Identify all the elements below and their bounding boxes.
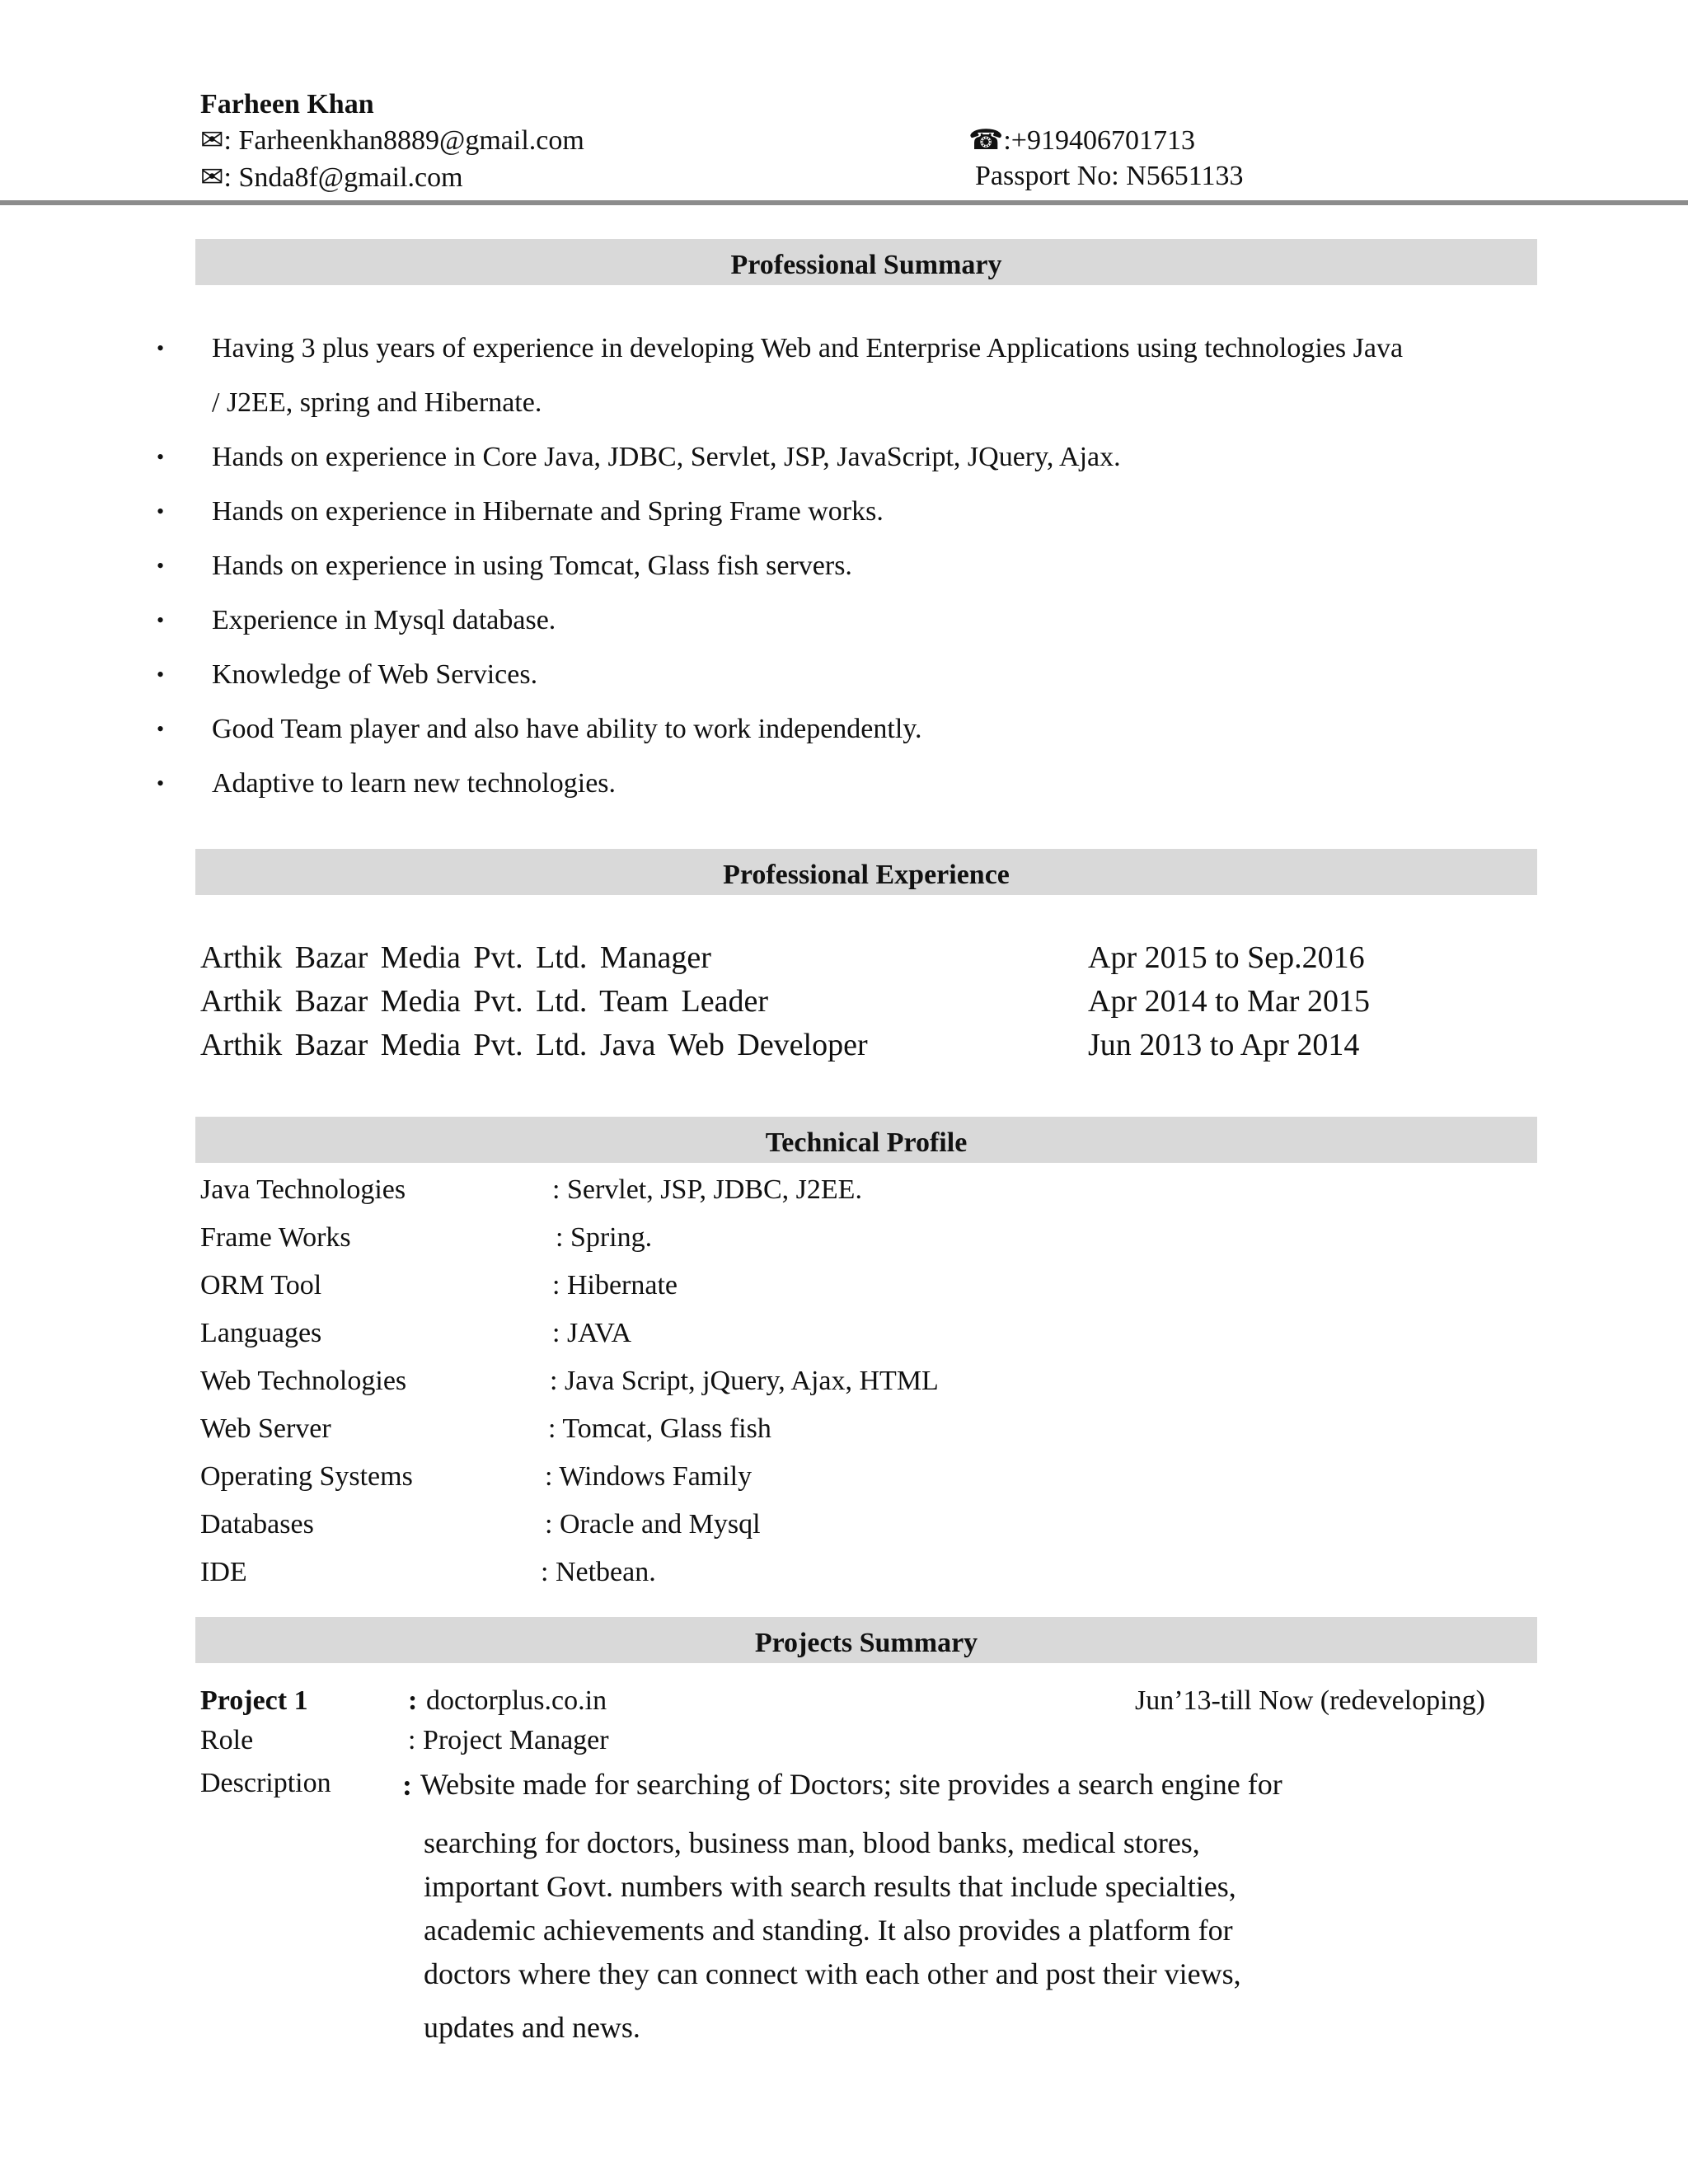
bullet-icon: • — [157, 499, 165, 523]
project-colon: : — [408, 1685, 418, 1716]
bullet-icon: • — [157, 771, 165, 795]
envelope-icon: ✉ — [200, 125, 224, 156]
phone — [968, 124, 1195, 157]
section-heading-experience: Professional Experience — [195, 849, 1537, 895]
tech-label: Frame Works — [200, 1222, 351, 1253]
project-name: doctorplus.co.in — [426, 1685, 607, 1716]
list-item: • Hands on experience in Core Java, JDBC, Servlet, JSP, JavaScript, JQuery, Ajax. — [157, 430, 1525, 485]
project-label: Project 1 — [200, 1685, 308, 1716]
experience-title: Arthik Bazar Media Pvt. Ltd. Team Leader — [200, 984, 768, 1019]
project-dates: Jun’13-till Now (redeveloping) — [1135, 1685, 1485, 1716]
tech-value: : Oracle and Mysql — [545, 1509, 761, 1540]
tech-value: : Netbean. — [541, 1557, 656, 1587]
description-text — [424, 1821, 1429, 2050]
header-divider — [0, 200, 1688, 205]
phone-icon: ☎ — [968, 125, 1004, 156]
list-item: • Hands on experience in using Tomcat, Glass fish servers. — [157, 539, 1525, 593]
list-item: • Hands on experience in Hibernate and Spring Frame works. — [157, 485, 1525, 539]
tech-label: ORM Tool — [200, 1270, 322, 1301]
section-heading-technical: Technical Profile — [195, 1117, 1537, 1163]
experience-title: Arthik Bazar Media Pvt. Ltd. Java Web Developer — [200, 1028, 868, 1062]
section-heading-projects: Projects Summary — [195, 1617, 1537, 1663]
list-item: • Knowledge of Web Services. — [157, 648, 1525, 702]
tech-value: : Tomcat, Glass fish — [548, 1413, 771, 1444]
passport-number: Passport No: N5651133 — [975, 161, 1244, 191]
description-line: updates and news. — [424, 2011, 640, 2044]
email-primary — [200, 124, 584, 157]
description-line: important Govt. numbers with search results that include specialties, — [424, 1870, 1236, 1903]
tech-value: : Hibernate — [552, 1270, 678, 1301]
list-item: • Experience in Mysql database. — [157, 593, 1525, 648]
description-line: Website made for searching of Doctors; site provides a search engine for — [420, 1768, 1282, 1801]
candidate-name: Farheen Khan — [200, 89, 374, 120]
tech-value: : Spring. — [556, 1222, 653, 1253]
tech-value: : Windows Family — [545, 1461, 753, 1492]
role-label: Role — [200, 1725, 254, 1755]
tech-label: Java Technologies — [200, 1174, 406, 1205]
description-colon: : — [402, 1769, 412, 1802]
tech-label: Web Server — [200, 1413, 331, 1444]
bullet-icon: • — [157, 445, 165, 469]
tech-value: : Java Script, jQuery, Ajax, HTML — [550, 1366, 939, 1396]
experience-dates: Apr 2015 to Sep.2016 — [1088, 940, 1365, 975]
bullet-icon: • — [157, 608, 165, 632]
description-line: doctors where they can connect with each other and post their views, — [424, 1957, 1241, 1990]
envelope-icon: ✉ — [200, 162, 224, 193]
list-item-continuation: / J2EE, spring and Hibernate. — [212, 387, 542, 418]
experience-dates: Jun 2013 to Apr 2014 — [1088, 1028, 1360, 1062]
role-value: : Project Manager — [408, 1725, 609, 1755]
list-item: • Adaptive to learn new technologies. — [157, 757, 1525, 811]
tech-label: Web Technologies — [200, 1366, 407, 1396]
email-primary-text: : Farheenkhan8889@gmail.com — [223, 125, 584, 156]
bullet-icon: • — [157, 663, 165, 687]
bullet-icon: • — [157, 336, 165, 360]
bullet-icon: • — [157, 717, 165, 741]
tech-value: : JAVA — [552, 1318, 632, 1348]
tech-label: Operating Systems — [200, 1461, 413, 1492]
email-secondary — [200, 161, 463, 194]
summary-list — [157, 321, 1525, 811]
list-item: • Having 3 plus years of experience in developing Web and Enterprise Applications using technologies Java — [157, 321, 1525, 376]
description-line: searching for doctors, business man, blood banks, medical stores, — [424, 1826, 1200, 1859]
phone-text: :+919406701713 — [1003, 125, 1195, 156]
list-item: • Good Team player and also have ability to work independently. — [157, 702, 1525, 757]
section-heading-summary: Professional Summary — [195, 239, 1537, 285]
experience-dates: Apr 2014 to Mar 2015 — [1088, 984, 1370, 1019]
tech-label: Databases — [200, 1509, 314, 1540]
email-secondary-text: : Snda8f@gmail.com — [223, 162, 463, 193]
description-label: Description — [200, 1768, 331, 1798]
experience-title: Arthik Bazar Media Pvt. Ltd. Manager — [200, 940, 711, 975]
tech-value: : Servlet, JSP, JDBC, J2EE. — [552, 1174, 862, 1205]
bullet-icon: • — [157, 554, 165, 578]
tech-label: Languages — [200, 1318, 322, 1348]
description-line: academic achievements and standing. It also provides a platform for — [424, 1914, 1233, 1947]
tech-label: IDE — [200, 1557, 247, 1587]
